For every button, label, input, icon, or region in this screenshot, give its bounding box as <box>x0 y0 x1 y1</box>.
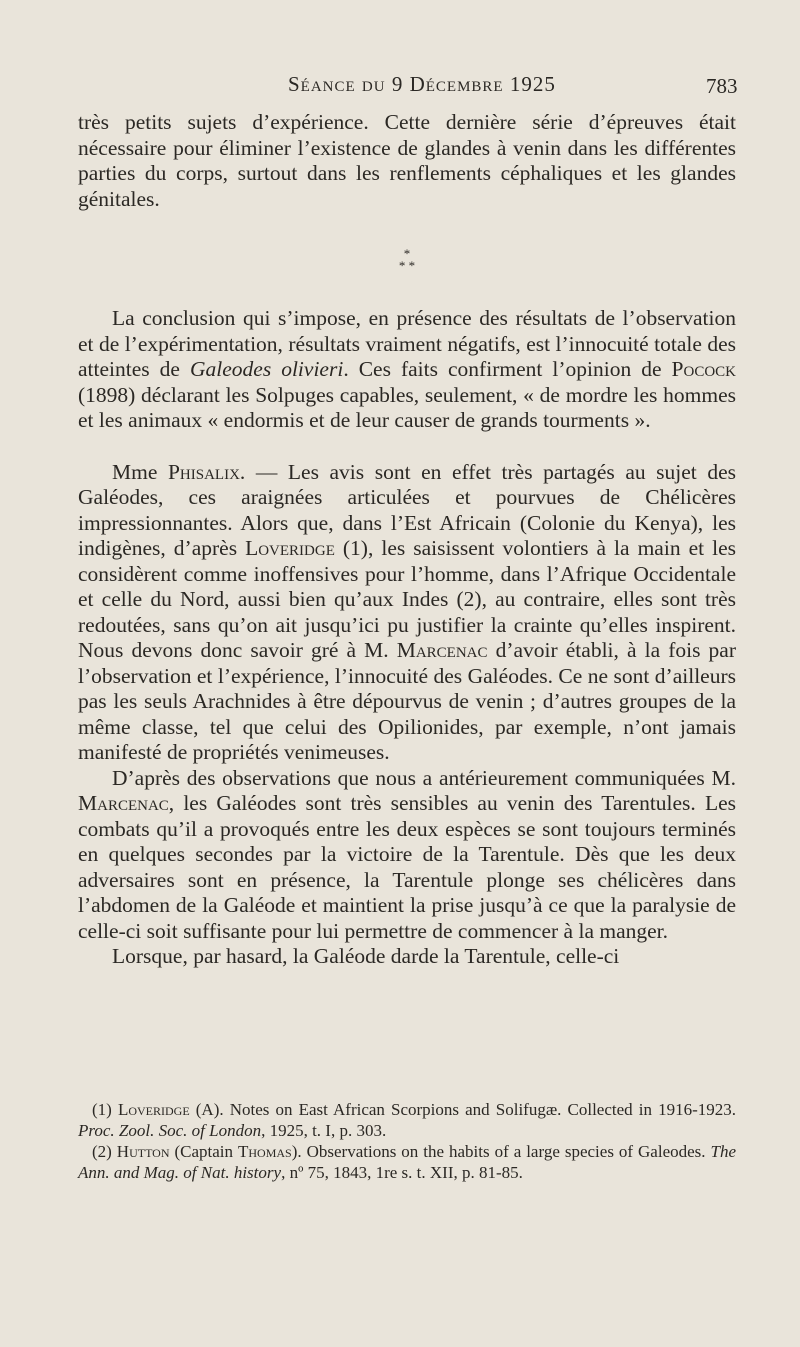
species-name: Galeodes olivieri <box>189 357 344 381</box>
text-span: (A). Notes on East African Scorpions and Solifugæ. Collected in 1916-1923. <box>189 1100 737 1119</box>
text-span: . — Les avis sont en effet très partagés au sujet des Galéodes, ces araignées articulées et pourvues de Chélicères impressionnantes. Alors que, dans l’Est Africain (Colonie du Kenya), les indigènes, d’après <box>78 459 736 560</box>
text-span: , les Galéodes sont très sensibles au venin des Tarentules. Les combats qu’il a provoqués entre les deux espèces se sont toujours terminés en quelques secondes par la victoire de la Tarentule. Dès que les deux adversaires sont en présence, la Tarentule plonge ses chélicères dans l’abdomen de la Galéode et maintient la prise jusqu’à ce que la paralysie de celle-ci soit suffisante pour lui permettre de commencer à la manger. <box>78 791 736 943</box>
text-span: (1), les saisissent volontiers à la main et les considèrent comme inoffensives pour l’homme, dans l’Afrique Occidentale et celle du Nord, aussi bien qu’aux Indes (2), au contraire, elles sont très redoutées, sans qu’on ait jusqu’ici pu justifier la crainte qu’elles inspirent. Nous devons donc savoir gré à M. <box>78 536 736 662</box>
text-span: , 1925, t. I, p. 303. <box>261 1121 387 1140</box>
text-span: Mme <box>112 459 168 484</box>
text-span: ). Observations on the habits of a large species of Galeodes. <box>291 1142 711 1161</box>
footnote-1 <box>78 1099 736 1141</box>
text-span: , nº 75, 1843, 1re s. t. XII, p. 81-85. <box>281 1163 523 1182</box>
paragraph-5: Lorsque, par hasard, la Galéode darde la Tarentule, celle-ci <box>112 944 620 968</box>
paragraph-3 <box>78 460 736 766</box>
text-span: La conclusion qui s’impose, en présence des résultats de l’observation et de l’expérimentation, résultats vraiment négatifs, est l’innocuité totale des atteintes de <box>78 306 736 381</box>
text-span: (1898) déclarant les Solpuges capables, seulement, « de mordre les hommes et les animaux « endormis et de leur causer de grands tourments ». <box>78 382 736 432</box>
footnote-2 <box>78 1141 736 1183</box>
journal-title: The Ann. and Mag. of Nat. history <box>78 1142 737 1182</box>
author-name: Pocock <box>671 357 736 381</box>
asterism-top: * <box>403 246 411 261</box>
author-name: Marcenac <box>78 791 169 815</box>
asterism-bottom: * * <box>398 258 416 273</box>
body-text <box>78 110 736 970</box>
footnote-number: (2) <box>92 1142 117 1161</box>
author-first-name: Thomas <box>238 1142 292 1161</box>
running-title: Séance du 9 Décembre 1925 <box>288 72 556 96</box>
author-name: Hutton <box>116 1142 170 1161</box>
text-span: d’avoir établi, à la fois par l’observation et l’expérience, l’innocuité des Galéodes. Ce ne sont d’ailleurs pas les seuls Arachnides à être dépourvus de venin ; d’autres groupes de la même classe, tel que celui des Opilionides, par exemple, n’ont jamais manifesté de propriétés venimeuses. <box>78 638 736 764</box>
paragraph-2 <box>78 306 736 434</box>
paragraph-4 <box>78 766 736 945</box>
section-break-asterism <box>78 248 736 272</box>
footnotes <box>78 1099 736 1183</box>
text-span: . Ces faits confirment l’opinion de <box>343 357 672 381</box>
author-name: Marcenac <box>396 638 488 662</box>
page-header <box>0 68 800 102</box>
text-span: D’après des observations que nous a antérieurement communiquées M. <box>112 765 736 790</box>
paragraph-1: très petits sujets d’expérience. Cette dernière série d’épreuves était nécessaire pour éliminer l’existence de glandes à venin dans les différentes parties du corps, surtout dans les renflements céphaliques et les glandes génitales. <box>78 110 736 211</box>
author-name: Loveridge <box>117 1100 190 1119</box>
author-name: Loveridge <box>245 536 335 560</box>
journal-title: Proc. Zool. Soc. of London <box>78 1121 262 1140</box>
footnote-number: (1) <box>92 1100 118 1119</box>
text-span: (Captain <box>169 1142 238 1161</box>
page-number: 783 <box>706 74 738 98</box>
author-name: Phisalix <box>167 459 240 484</box>
